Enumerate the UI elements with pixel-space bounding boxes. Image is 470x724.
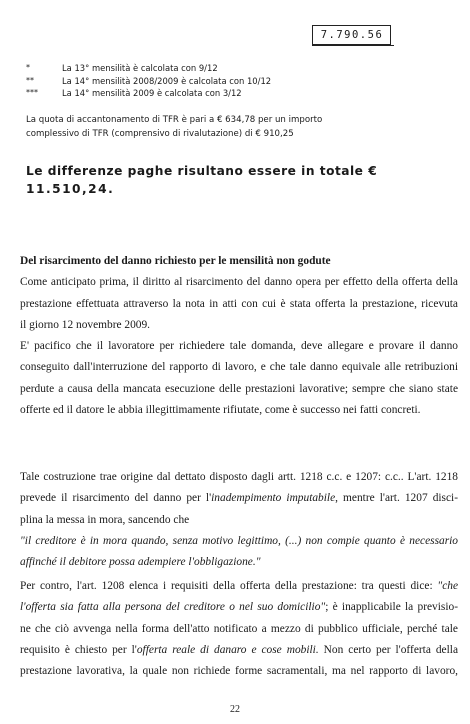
paragraph-line: Come anticipato prima, il diritto al risarcimento del danno opera per effetto della offerta della bbox=[20, 276, 458, 289]
italic-run: offerta reale di danaro e cose mobili. bbox=[136, 643, 319, 656]
note-row bbox=[26, 62, 271, 75]
note-marker: *** bbox=[26, 88, 38, 97]
note-text: La 14° mensilità 2009 è calcolata con 3/12 bbox=[62, 88, 242, 98]
total-amount-box bbox=[312, 25, 391, 45]
note-row bbox=[26, 87, 271, 100]
page-number: 22 bbox=[230, 704, 240, 715]
paragraph-line: conseguito dall'interruzione del rapporto di lavoro, e che tale danno equivale alle retribuzioni bbox=[20, 361, 458, 374]
text-run: requisito è chiesto per l' bbox=[20, 643, 137, 656]
paragraph-line bbox=[20, 576, 458, 597]
paragraph-line: Tale costruzione trae origine dal dettato disposto dagli artt. 1218 c.c. e 1207: c.c.. L'art. 1218 bbox=[20, 471, 458, 483]
text-run: ; è inapplicabile la previsio- bbox=[325, 601, 458, 614]
tfr-line: complessivo di TFR (comprensivo di rivalutazione) di € 910,25 bbox=[26, 128, 294, 139]
paragraph-line: prestazione lavorativa, la quale non richiede forme sacramentali, ma nel rapporto di lavoro, bbox=[20, 665, 458, 678]
paragraph-line: perdute a causa della mancata esecuzione delle prestazioni lavorative; sempre che siano state bbox=[20, 382, 458, 395]
paragraph-line bbox=[20, 640, 458, 661]
total-amount: 7.790.56 bbox=[320, 29, 384, 41]
text-run: , mentre l'art. 1207 disci- bbox=[335, 492, 458, 505]
difference-line: Le differenze paghe risultano essere in totale € bbox=[26, 164, 378, 178]
total-box-edge bbox=[390, 25, 395, 45]
text-run: Non certo per l'offerta della bbox=[318, 643, 458, 656]
section-body-top bbox=[20, 251, 458, 421]
section-heading: Del risarcimento del danno richiesto per le mensilità non godute bbox=[20, 255, 331, 267]
paragraph-line bbox=[20, 597, 458, 618]
note-marker: * bbox=[26, 63, 30, 72]
paragraph-line: plina la messa in mora, sancendo che bbox=[20, 513, 190, 526]
paragraph-line: ne che ciò avvenga nella forma dell'atto notificato a mezzo di pubblico ufficiale, perché tale bbox=[20, 622, 458, 635]
paragraph-line: E' pacifico che il lavoratore per richiedere tale domanda, deve allegare e provare il danno bbox=[20, 340, 458, 353]
paragraph-line: offerte ed il datore le abbia illegittimamente rifiutate, come è successo nei fatti concreti. bbox=[20, 404, 421, 417]
total-box-underline bbox=[312, 45, 394, 46]
mensilita-notes bbox=[26, 62, 271, 100]
difference-total-statement bbox=[26, 162, 456, 198]
italic-run: "che bbox=[437, 580, 458, 592]
note-text: La 14° mensilità 2008/2009 è calcolata con 10/12 bbox=[62, 75, 272, 86]
paragraph-line bbox=[20, 488, 458, 509]
note-text: La 13° mensilità è calcolata con 9/12 bbox=[62, 63, 218, 73]
text-run: Per contro, l'art. 1208 elenca i requisiti della offerta della prestazione: tra questi dice: bbox=[20, 580, 438, 592]
italic-run: inadempimento imputabile bbox=[211, 492, 336, 505]
tfr-paragraph bbox=[26, 114, 456, 141]
difference-amount: 11.510,24. bbox=[26, 182, 115, 196]
paragraph-line: il giorno 12 novembre 2009. bbox=[20, 318, 151, 331]
note-row bbox=[26, 75, 271, 88]
quote-line: affinché il debitore possa adempiere l'obbligazione." bbox=[20, 556, 261, 569]
italic-run: l'offerta sia fatta alla persona del creditore o nel suo domicilio" bbox=[20, 601, 326, 614]
text-run: prevede il risarcimento del danno per l' bbox=[20, 492, 212, 505]
quote-line: "il creditore è in mora quando, senza motivo legittimo, (...) non compie quanto è necessario bbox=[20, 534, 458, 547]
paragraph-offer-requirements bbox=[20, 576, 458, 682]
note-marker: ** bbox=[26, 75, 34, 85]
tfr-line: La quota di accantonamento di TFR è pari a € 634,78 per un importo bbox=[26, 115, 323, 125]
paragraph-line: prestazione effettuata attraverso la nota in atti con cui è stata offerta la prestazione, ricevuta bbox=[20, 297, 458, 310]
paragraph-articles bbox=[20, 467, 458, 573]
